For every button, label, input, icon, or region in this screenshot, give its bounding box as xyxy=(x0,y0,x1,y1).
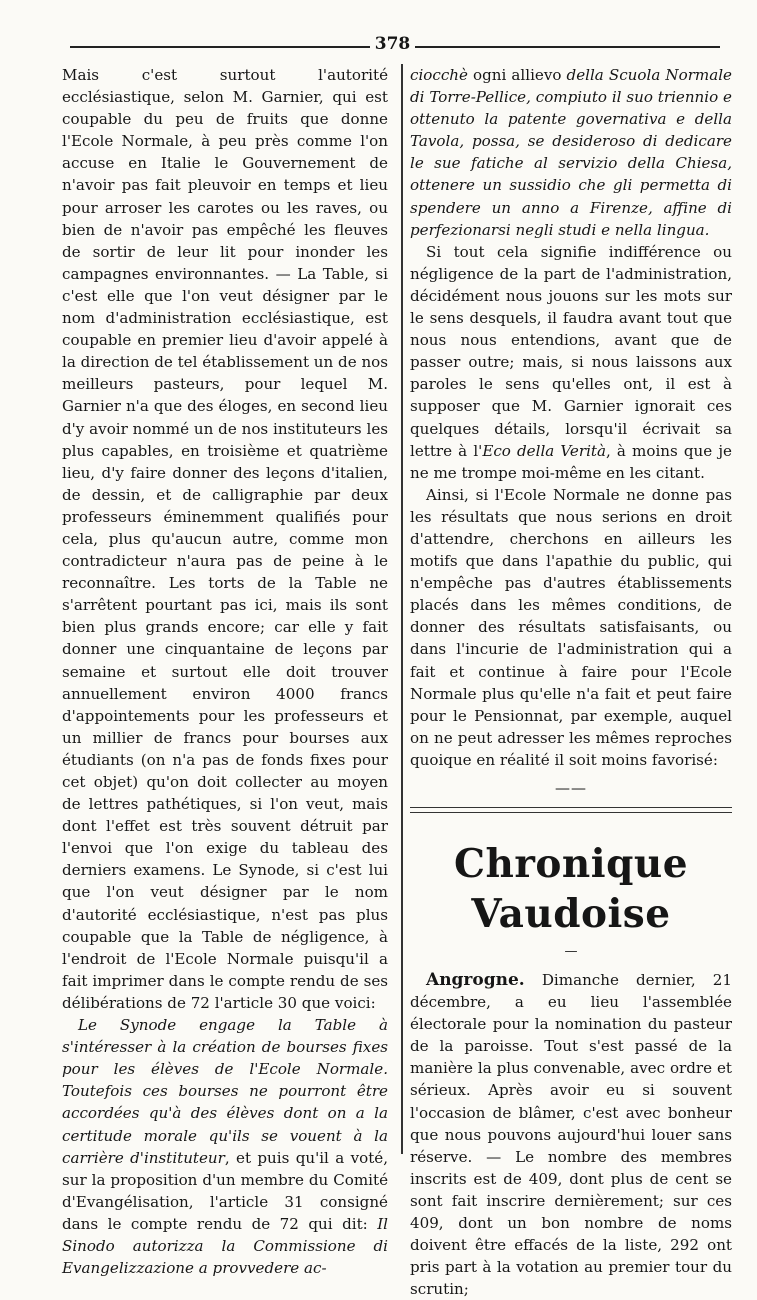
article-paragraph: Mais c'est surtout l'autorité ecclésiastique, selon M. Garnier, qui est coupable du peu de fruits que donne l'Ecole Normale, à peu près comme l'on accuse en Italie le Gouvernement de n'avoir pas fait pleuvoir en temps et lieu pour arroser les carotes ou les raves, ou bien de n'avoir pas empêché les fleuves de sortir de leur lit pour inonder les campagnes environnantes. — La Table, si c'est elle que l'on veut désigner par le nom d'administration ecclésiastique, est coupable en premier lieu d'avoir appelé à la direction de tel établissement un de nos meilleurs pasteurs, pour lequel M. Garnier n'a que des éloges, en second lieu d'y avoir nommé un de nos instituteurs les plus capables, en troisième et quatrième lieu, d'y faire donner des leçons d'italien, de dessin, et de calligraphie par deux professeurs éminemment qualifiés pour cela, plus qu'aucun autre, comme mon contradicteur n'aura pas de peine à le reconnaître. Les torts de la Table ne s'arrêtent pourtant pas ici, mais ils sont bien plus grands encore; car elle y fait donner une cinquantaine de leçons par semaine et surtout elle doit trouver annuellement environ 4000 francs d'appointements pour les professeurs et un millier de francs pour bourses aux étudiants (on n'a pas de fonds fixes pour cet objet) qu'on doit collecter au moyen de lettres pathétiques, si l'on veut, mais dont l'effet est très souvent détruit par l'envoi que l'on exige du tableau des derniers examens. Le Synode, si c'est lui que l'on veut désigner par le nom d'autorité ecclésiastique, n'est pas plus coupable que la Table de négligence, à l'endroit de l'Ecole Normale puisqu'il a fait imprimer dans le compte rendu de ses délibérations de 72 l'article 30 que voici: xyxy=(62,66,388,1012)
right-column xyxy=(410,64,732,1300)
synod-quote-french: Le Synode engage la Table à s'intéresser à la création de bourses fixes pour les élèves de l'Ecole Normale. Toutefois ces bourses ne pourront être accordées qu'à des élèves dont on a la certitude morale qu'ils se vouent à la carrière d'instituteur xyxy=(62,1016,388,1167)
page-header xyxy=(70,34,720,56)
section-double-rule xyxy=(410,807,732,813)
paragraph-2-start: Si tout cela signifie indifférence ou négligence de la part de l'administration, décidément nous jouons sur les mots sur le sens desquels, il faudra avant tout que nous nous entendions, avant que de passer outre; mais, si nous laissons aux paroles le sens qu'elles ont, il est à supposer que M. Garnier ignorait ces quelques détails, lorsqu'il écrivait sa lettre à l' xyxy=(410,242,732,460)
article-paragraph-3: Ainsi, si l'Ecole Normale ne donne pas les résultats que nous serions en droit d'attendre, cherchons en ailleurs les motifs que dans l'apathie du public, qui n'empêche pas d'autres établissements placés dans les mêmes conditions, de donner des résultats satisfaisants, ou dans l'incurie de l'administration qui a fait et continue à faire pour l'Ecole Normale plus qu'elle n'a fait et peut faire pour le Pensionnat, par exemple, auquel on ne peut adresser les mêmes reproches quoique en réalité il soit moins favorisé: xyxy=(410,485,732,769)
section-dash: — xyxy=(564,944,578,959)
news-item-lead: Angrogne. xyxy=(426,970,525,990)
synod-connector-text: , et puis qu'il a voté, sur la proposition d'un membre du Comité d'Evangélisation, l'article 31 consigné dans le compte rendu de 72 qui dit: xyxy=(62,1148,388,1233)
header-rule-right xyxy=(415,46,720,48)
newspaper-title: Eco della Verità xyxy=(482,441,606,460)
page-number: 378 xyxy=(374,34,411,54)
synod-article-paragraph xyxy=(62,1014,388,1279)
article-paragraph-2 xyxy=(410,241,732,484)
article-end-dash: —— xyxy=(555,779,587,797)
italian-quote-word: ciocchè xyxy=(410,66,468,84)
news-item-angrogne xyxy=(410,969,732,1300)
italian-quote-continuation xyxy=(410,64,732,241)
paragraph-2-end: , à moins que je ne me trompe moi-même en les citant. xyxy=(410,441,732,482)
section-title: Chronique Vaudoise xyxy=(453,841,689,937)
italian-quote-rest: della Scuola Normale di Torre-Pellice, compiuto il suo triennio e ottenuto la patente governativa e della Tavola, possa, se desideroso di dedicare le sue fatiche al servizio della Chiesa, ottenere un sussidio che gli permetta di spendere un anno a Firenze, affine di perfezionarsi negli studi e nella lingua. xyxy=(410,66,732,239)
synod-quote-italian: Il Sinodo autorizza la Commissione di Evangelizzazione a provvedere ac- xyxy=(62,1214,388,1278)
header-rule-left xyxy=(70,46,370,48)
left-column xyxy=(62,64,388,1279)
news-item-text: Dimanche dernier, 21 décembre, a eu lieu l'assemblée électorale pour la nomination du pasteur de la paroisse. Tout s'est passé de la manière la plus convenable, avec ordre et sérieux. Après avoir eu si souvent l'occasion de blâmer, c'est avec bonheur que nous pouvons aujourd'hui louer sans réserve. — Le nombre des membres inscrits est de 409, dont plus de cent se sont fait inscrire dernièrement; sur ces 409, dont un bon nombre de noms doivent être effacés de la liste, 292 ont pris part à la votation au premier tour du scrutin; xyxy=(410,971,732,1299)
column-divider xyxy=(401,64,403,1154)
italian-quote-plain: ogni allievo xyxy=(467,66,567,84)
